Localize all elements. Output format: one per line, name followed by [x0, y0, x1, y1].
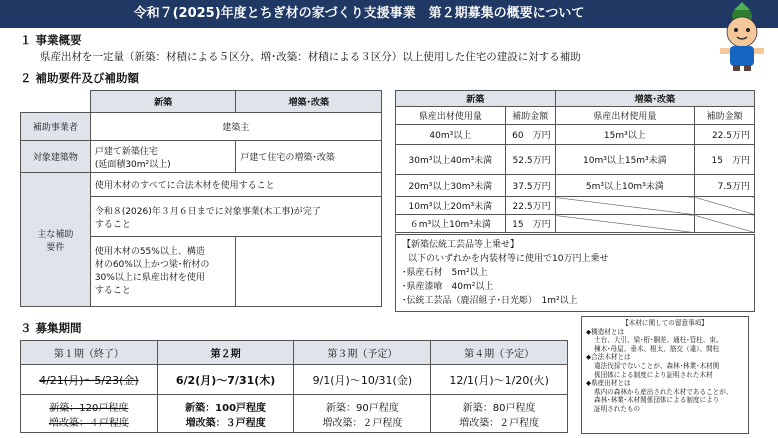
reno-empty-cell — [695, 215, 755, 233]
bonus-item: ･伝統工芸品（鹿沼組子･日光彫） 1m²以上 — [402, 296, 578, 306]
requirement-legal-wood: 使用木材のすべてに合法木材を使用すること — [90, 173, 381, 197]
period-1-new: 新築：120戸程度 — [49, 402, 129, 414]
period-1-label: 第１期（終了） — [21, 341, 158, 365]
period-2-label: 第２期 — [157, 341, 294, 365]
period-4-label: 第４期（予定） — [431, 341, 568, 365]
building-new-line2: (延面積30m²以上) — [94, 159, 171, 170]
main-label-line2: 要件 — [46, 242, 65, 253]
section1-heading: １ 事業概要 — [20, 33, 82, 47]
main-requirements-label — [21, 173, 91, 307]
notes-line: 森林･林業･木材関係団体による制度により — [594, 396, 720, 405]
notes-line: 棟木･母屋、垂木、根太、筋交（違）、間柱 — [594, 344, 720, 353]
new-usage-3: 20m³以上30m³未満 — [396, 175, 506, 197]
requirement-local-wood-reno — [236, 237, 382, 307]
new-amount-4: 22.5万円 — [505, 197, 555, 215]
period-4-dates: 12/1(月)～1/20(火) — [431, 365, 568, 395]
amt-col-reno: 増築･改築 — [555, 91, 754, 107]
amt-col-new: 新築 — [396, 91, 556, 107]
reno-usage-2: 10m³以上15m³未満 — [555, 145, 695, 175]
req-local-line3: 30%以上に県産出材を使用 — [94, 272, 205, 283]
amt-sub-amount-reno: 補助金額 — [695, 107, 755, 125]
period-4-reno: 増改築：２戸程度 — [459, 417, 540, 429]
period-3-reno: 増改築：２戸程度 — [322, 417, 403, 429]
period-1-quota — [21, 395, 158, 433]
section2-heading: ２ 補助要件及び補助額 — [20, 71, 140, 85]
new-usage-5: ６m³以上10m³未満 — [396, 215, 506, 233]
reno-empty-cell — [555, 197, 695, 215]
notes-title: 【木材に関しての留意事項】 — [622, 319, 708, 327]
requirement-deadline — [90, 197, 381, 237]
new-amount-5: 15 万円 — [505, 215, 555, 233]
req-deadline-line2: すること — [94, 219, 131, 230]
period-2-reno: 増改築：３戸程度 — [185, 417, 266, 429]
main-label-line1: 主な補助 — [37, 229, 74, 240]
period-4-new: 新築：80戸程度 — [462, 402, 536, 414]
period-3-dates: 9/1(月)～10/31(金) — [294, 365, 431, 395]
period-4-quota — [431, 395, 568, 433]
notes-line: ◆合法木材とは — [586, 353, 631, 362]
notes-line: ◆県産出材とは — [586, 379, 631, 388]
new-usage-1: 40m³以上 — [396, 125, 506, 145]
reno-amount-3: 7.5万円 — [695, 175, 755, 197]
notes-line: 証明されたもの — [594, 404, 641, 413]
section1-body: 県産出材を一定量（新築：材積による５区分、増･改築：材積による３区分）以上使用した住宅の建設に対する補助 — [40, 51, 581, 63]
period-1-dates: 4/21(月)～5/23(金) — [21, 365, 158, 395]
bonus-desc: 以下のいずれかを内装材等に使用で10万円上乗せ — [408, 254, 609, 264]
req-local-line4: すること — [94, 285, 131, 296]
bonus-item: ･県産石材 5m²以上 — [402, 268, 488, 278]
bonus-item: ･県産漆喰 40m²以上 — [402, 282, 494, 292]
notes-line: ◆構造材とは — [586, 327, 625, 336]
period-2-dates: 6/2(月)～7/31(木) — [157, 365, 294, 395]
section3-heading: ３ 募集期間 — [20, 321, 82, 335]
period-2-new: 新築：100戸程度 — [185, 402, 267, 414]
requirement-local-wood — [90, 237, 236, 307]
bonus-box — [395, 234, 755, 312]
reno-empty-cell — [695, 197, 755, 215]
amt-sub-usage-reno: 県産出材使用量 — [555, 107, 695, 125]
period-3-label: 第３期（予定） — [294, 341, 431, 365]
req-local-line1: 使用木材の55%以上、構造 — [94, 246, 205, 257]
req-col-new: 新築 — [90, 91, 236, 113]
reno-empty-cell — [555, 215, 695, 233]
notes-box — [581, 316, 749, 434]
period-1-reno: 増改築：４戸程度 — [48, 417, 129, 429]
amount-table — [395, 90, 755, 233]
reno-amount-1: 22.5万円 — [695, 125, 755, 145]
new-amount-3: 37.5万円 — [505, 175, 555, 197]
req-col-reno: 増築･改築 — [236, 91, 382, 113]
period-3-quota — [294, 395, 431, 433]
row-building-reno: 戸建て住宅の増築･改築 — [236, 141, 382, 173]
notes-line: 土台、大引、梁･桁･胴差、通柱･管柱、束、 — [594, 336, 723, 345]
reno-usage-1: 15m³以上 — [555, 125, 695, 145]
row-business-value: 建築主 — [90, 113, 381, 141]
period-2-quota — [157, 395, 294, 433]
row-building-label: 対象建築物 — [21, 141, 91, 173]
mascot-illustration — [714, 2, 770, 72]
bonus-title: 【新築伝統工芸品等上乗せ】 — [402, 240, 520, 250]
reno-amount-2: 15 万円 — [695, 145, 755, 175]
notes-line: 県内の森林から産出された木材であることが、 — [594, 387, 733, 396]
page-title: 令和７(2025)年度とちぎ材の家づくり支援事業 第２期募集の概要について — [0, 0, 778, 28]
req-local-line2: 材の60%以上かつ梁･桁材の — [94, 259, 210, 270]
new-usage-2: 30m³以上40m³未満 — [396, 145, 506, 175]
row-building-new — [90, 141, 236, 173]
new-amount-2: 52.5万円 — [505, 145, 555, 175]
amt-sub-usage-new: 県産出材使用量 — [396, 107, 506, 125]
building-new-line1: 戸建て新築住宅 — [94, 146, 158, 157]
new-usage-4: 10m³以上20m³未満 — [396, 197, 506, 215]
amt-sub-amount-new: 補助金額 — [505, 107, 555, 125]
period-table — [20, 340, 568, 433]
notes-line: 違法伐採でないことが、森林･林業･木材関 — [594, 361, 720, 370]
row-business-label: 補助事業者 — [21, 113, 91, 141]
notes-line: 係団体による制度により証明された木材 — [594, 370, 713, 379]
period-3-new: 新築：90戸程度 — [325, 402, 399, 414]
requirements-table — [20, 90, 382, 307]
req-deadline-line1: 令和８(2026)年３月６日までに対象事業(木工事)が完了 — [94, 206, 321, 217]
reno-usage-3: 5m³以上10m³未満 — [555, 175, 695, 197]
new-amount-1: 60 万円 — [505, 125, 555, 145]
